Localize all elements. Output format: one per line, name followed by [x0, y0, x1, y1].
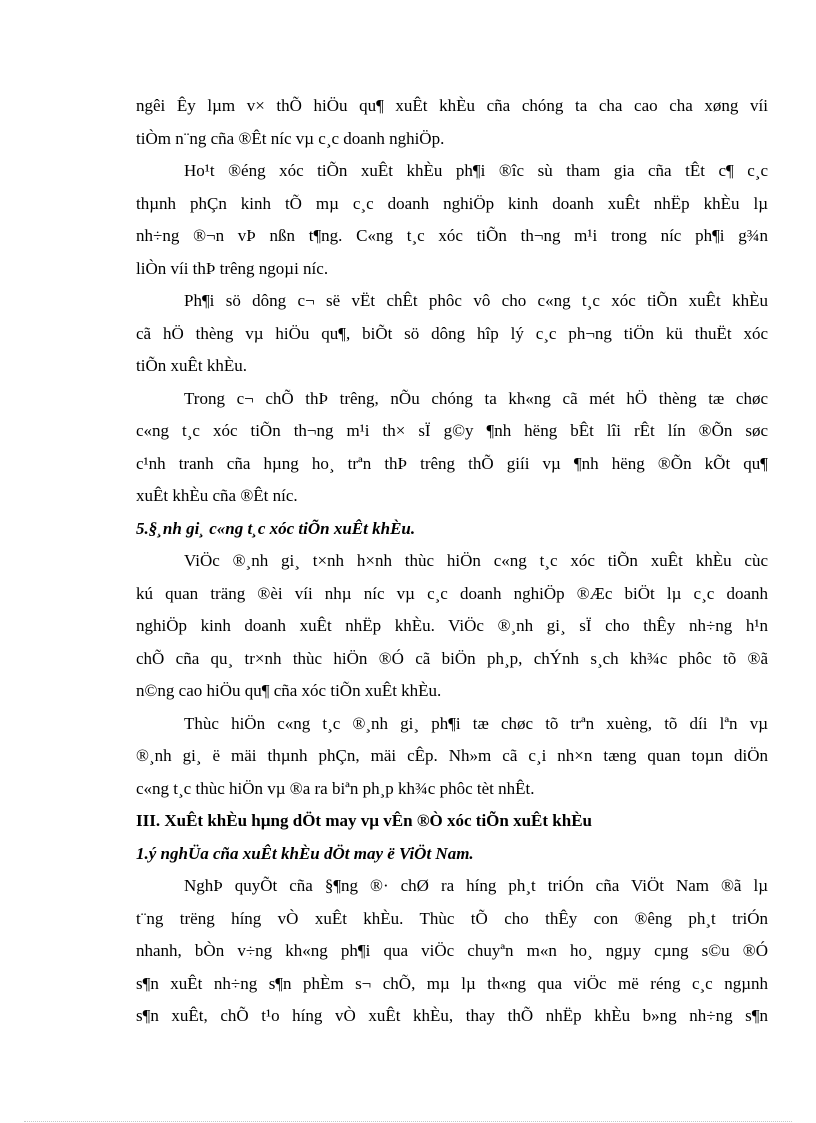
- text-line: thµnh phÇn kinh tÕ mµ c¸c doanh nghiÖp kinh doanh xuÊt nhËp khÈu lµ: [136, 193, 768, 213]
- section-heading: 1.ý nghÜa cña xuÊt khÈu dÖt may ë ViÖt Nam.: [136, 843, 474, 863]
- text-line: c«ng t¸c xóc tiÕn th¬ng m¹i th× sÏ g©y ¶nh hëng bÊt lîi rÊt lín ®Õn søc: [136, 421, 768, 440]
- text-line: ®¸nh gi¸ ë mäi thµnh phÇn, mäi cÊp. Nh»m cã c¸i nh×n tæng quan toµn diÖn: [136, 746, 768, 765]
- text-line: cã hÖ thèng vµ hiÖu qu¶, biÕt sö dông hîp lý c¸c ph¬ng tiÖn kü thuËt xóc: [136, 323, 768, 343]
- text-line: kú quan träng ®èi víi nhµ níc vµ c¸c doanh nghiÖp ®Æc biÖt lµ c¸c doanh: [136, 583, 768, 603]
- text-line: nhanh, bÒn v÷ng kh«ng ph¶i qua viÖc chuyªn m«n ho¸ ngµy cµng s©u ®Ó: [136, 941, 768, 960]
- text-line: ngêi Êy lµm v× thÕ hiÖu qu¶ xuÊt khÈu cña chóng ta cha cao cha xøng víi: [136, 96, 768, 115]
- section-heading: III. XuÊt khÈu hµng dÖt may vµ vÊn ®Ò xóc tiÕn xuÊt khÈu: [136, 811, 593, 830]
- paragraph-first-line: Thùc hiÖn c«ng t¸c ®¸nh gi¸ ph¶i tæ chøc tõ trªn xuèng, tõ díi lªn vµ: [184, 713, 768, 733]
- text-line: nh÷ng ®¬n vÞ nßn t¶ng. C«ng t¸c xóc tiÕn th¬ng m¹i trong níc ph¶i g¾n: [136, 226, 768, 245]
- text-line: t¨ng trëng híng vÒ xuÊt khÈu. Thùc tÕ cho thÊy con ®êng ph¸t triÓn: [136, 908, 768, 928]
- page-bottom-divider: [24, 1121, 792, 1122]
- document-body: [136, 90, 768, 1033]
- text-line: nghiÖp kinh doanh xuÊt nhËp khÈu. ViÖc ®¸nh gi¸ sÏ cho thÊy nh÷ng h¹n: [136, 616, 768, 635]
- section-heading: 5.§¸nh gi¸ c«ng t¸c xóc tiÕn xuÊt khÈu.: [136, 518, 416, 538]
- text-line: s¶n xuÊt, chÕ t¹o híng vÒ xuÊt khÈu, thay thÕ nhËp khÈu b»ng nh÷ng s¶n: [136, 1006, 768, 1025]
- text-line: c«ng t¸c thùc hiÖn vµ ®a ra biªn ph¸p kh¾c phôc tèt nhÊt.: [136, 778, 535, 798]
- paragraph-first-line: Ho¹t ®éng xóc tiÕn xuÊt khÈu ph¶i ®îc sù tham gia cña tÊt c¶ c¸c: [184, 161, 768, 180]
- paragraph-first-line: NghÞ quyÕt cña §¶ng ®· chØ ra híng ph¸t triÓn cña ViÖt Nam ®ã lµ: [184, 876, 768, 895]
- text-line: n©ng cao hiÖu qu¶ cña xóc tiÕn xuÊt khÈu.: [136, 681, 442, 700]
- text-line: xuÊt khÈu cña ®Êt níc.: [136, 486, 298, 505]
- text-line: tiÒm n¨ng cña ®Êt níc vµ c¸c doanh nghiÖp.: [136, 128, 445, 148]
- text-line: c¹nh tranh cña hµng ho¸ trªn thÞ trêng thÕ giíi vµ ¶nh hëng ®Õn kÕt qu¶: [136, 453, 768, 473]
- paragraph-first-line: Ph¶i sö dông c¬ së vËt chÊt phôc vô cho c«ng t¸c xóc tiÕn xuÊt khÈu: [184, 291, 768, 310]
- text-line: liÒn víi thÞ trêng ngoµi níc.: [136, 258, 329, 278]
- text-line: tiÕn xuÊt khÈu.: [136, 356, 247, 375]
- paragraph-first-line: ViÖc ®¸nh gi¸ t×nh h×nh thùc hiÖn c«ng t¸c xóc tiÕn xuÊt khÈu cùc: [184, 551, 768, 570]
- text-line: s¶n xuÊt nh÷ng s¶n phÈm s¬ chÕ, mµ lµ th«ng qua viÖc më réng c¸c ngµnh: [136, 973, 768, 993]
- text-line: chÕ cña qu¸ tr×nh thùc hiÖn ®Ó cã biÖn ph¸p, chÝnh s¸ch kh¾c phôc tõ ®ã: [136, 648, 768, 668]
- paragraph-first-line: Trong c¬ chÕ thÞ trêng, nÕu chóng ta kh«ng cã mét hÖ thèng tæ chøc: [184, 388, 768, 408]
